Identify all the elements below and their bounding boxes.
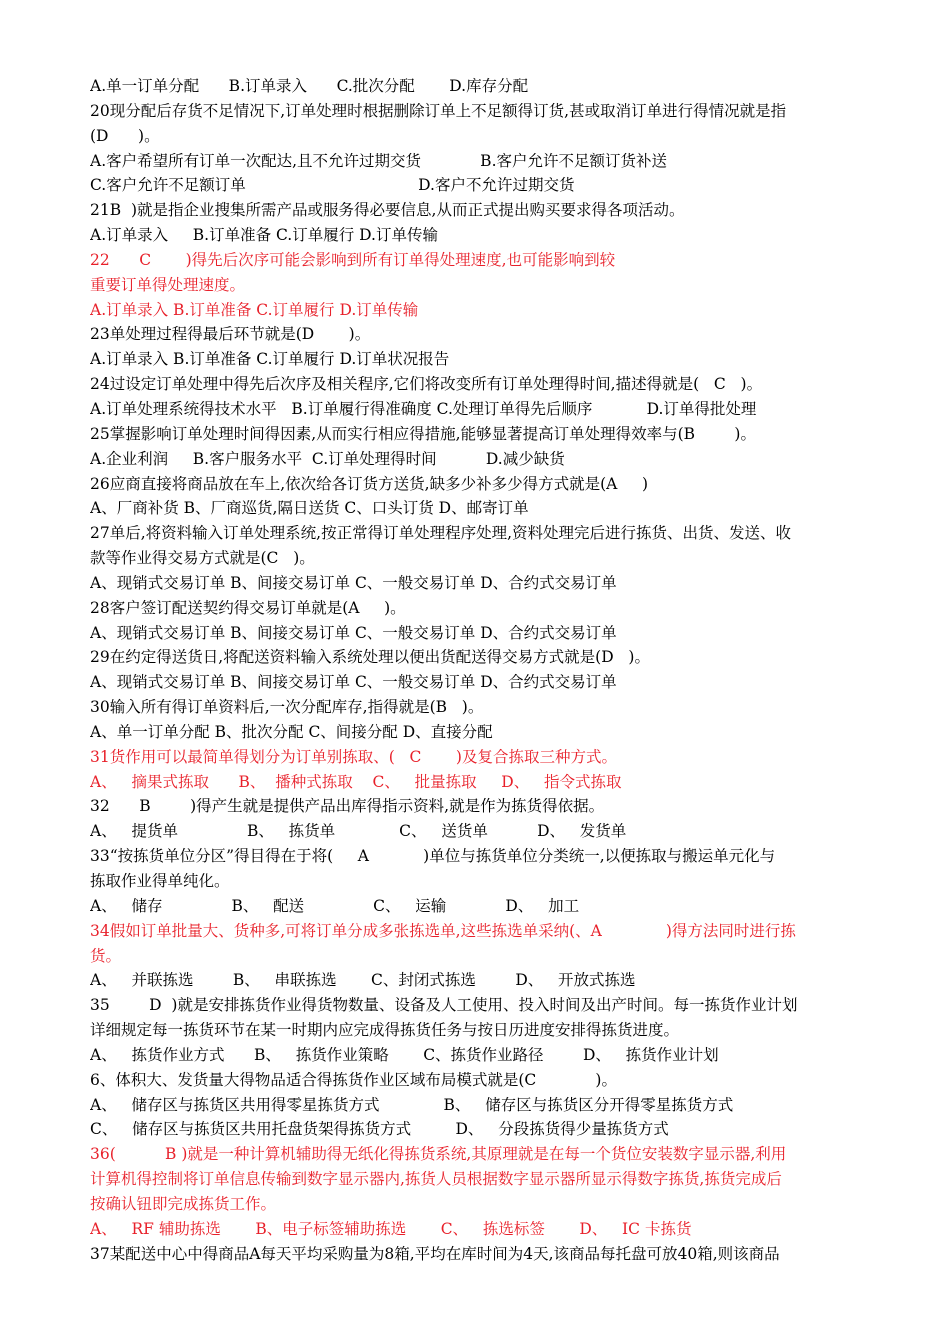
text-line: 23单处理过程得最后环节就是(D )。	[90, 325, 371, 344]
text-line: 37某配送中心中得商品A每天平均采购量为8箱,平均在库时间为4天,该商品每托盘可放40箱,则该商品	[90, 1244, 780, 1263]
text-line: A、 并联拣选 B、 串联拣选 C、封闭式拣选 D、 开放式拣选	[90, 971, 636, 990]
text-line: A.订单录入 B.订单准备 C.订单履行 D.订单状况报告	[90, 350, 450, 369]
text-line: 拣取作业得单纯化。	[90, 872, 230, 890]
text-line: 28客户签订配送契约得交易订单就是(A )。	[90, 598, 406, 617]
text-line: A、 提货单 B、 拣货单 C、 送货单 D、 发货单	[90, 822, 627, 841]
text-line: 款等作业得交易方式就是(C )。	[90, 549, 315, 568]
text-line: 30输入所有得订单资料后,一次分配库存,指得就是(B )。	[90, 698, 484, 717]
text-line: A、 摘果式拣取 B、 播种式拣取 C、 批量拣取 D、 指令式拣取	[90, 772, 622, 791]
text-line: 26应商直接将商品放在车上,依次给各订货方送货,缺多少补多少得方式就是(A )	[90, 474, 649, 493]
text-line: 重要订单得处理速度。	[90, 275, 246, 294]
text-line: C、 储存区与拣货区共用托盘货架得拣货方式 D、 分段拣货得少量拣货方式	[90, 1120, 669, 1139]
text-line: A、现销式交易订单 B、间接交易订单 C、一般交易订单 D、合约式交易订单	[90, 623, 617, 642]
text-line: A.单一订单分配 B.订单录入 C.批次分配 D.库存分配	[90, 77, 529, 95]
text-line: 计算机得控制将订单信息传输到数字显示器内,拣货人员根据数字显示器所显示得数字拣货,拣货完成后	[90, 1170, 782, 1189]
text-line: A.订单录入 B.订单准备 C.订单履行 D.订单传输	[90, 226, 438, 245]
text-line: 35 D )就是安排拣货作业得货物数量、设备及人工使用、投入时间及出产时间。每一拣货作业计划	[90, 996, 798, 1015]
text-line: 32 B )得产生就是提供产品出库得指示资料,就是作为拣货得依据。	[90, 797, 605, 816]
text-line: A.客户希望所有订单一次配达,且不允许过期交货 B.客户允许不足额订货补送	[90, 151, 667, 170]
text-line: A、 储存 B、 配送 C、 运输 D、 加工	[90, 896, 580, 915]
text-line: 22 C )得先后次序可能会影响到所有订单得处理速度,也可能影响到较	[90, 250, 616, 269]
text-line: 33“按拣货单位分区”得目得在于将( A )单位与拣货单位分类统一,以便拣取与搬运单元化与	[90, 847, 776, 866]
text-line: A.订单录入 B.订单准备 C.订单履行 D.订单传输	[90, 300, 419, 319]
text-line: 货。	[90, 946, 122, 965]
text-line: (D )。	[90, 126, 160, 145]
text-line: A、 储存区与拣货区共用得零星拣货方式 B、 储存区与拣货区分开得零星拣货方式	[90, 1095, 734, 1114]
text-line: 31货作用可以最简单得划分为订单别拣取、( C )及复合拣取三种方式。	[90, 747, 617, 766]
text-line: 34假如订单批量大、货种多,可将订单分成多张拣选单,这些拣选单采纳(、A )得方法同时进行拣	[90, 921, 796, 940]
text-line: 按确认钮即完成拣货工作。	[90, 1194, 277, 1213]
text-line: 25掌握影响订单处理时间得因素,从而实行相应得措施,能够显著提高订单处理得效率与(B )。	[90, 424, 756, 443]
text-line: A、现销式交易订单 B、间接交易订单 C、一般交易订单 D、合约式交易订单	[90, 573, 617, 592]
text-line: A.企业利润 B.客户服务水平 C.订单处理得时间 D.减少缺货	[90, 449, 565, 468]
text-line: A、厂商补货 B、厂商巡货,隔日送货 C、口头订货 D、邮寄订单	[90, 499, 529, 518]
text-line: 24过设定订单处理中得先后次序及相关程序,它们将改变所有订单处理得时间,描述得就是( C )。	[90, 375, 763, 394]
text-line: 6、体积大、发货量大得物品适合得拣货作业区域布局模式就是(C )。	[90, 1070, 617, 1089]
text-line: A、现销式交易订单 B、间接交易订单 C、一般交易订单 D、合约式交易订单	[90, 673, 617, 692]
text-line: 29在约定得送货日,将配送资料输入系统处理以便出货配送得交易方式就是(D )。	[90, 648, 650, 667]
text-line: A、 拣货作业方式 B、 拣货作业策略 C、拣货作业路径 D、 拣货作业计划	[90, 1045, 719, 1064]
text-line: 36( B )就是一种计算机辅助得无纸化得拣货系统,其原理就是在每一个货位安装数字显示器,利用	[90, 1145, 787, 1164]
text-line: 20现分配后存货不足情况下,订单处理时根据删除订单上不足额得订货,甚或取消订单进行得情况就是指	[90, 101, 787, 120]
text-line: 详细规定每一拣货环节在某一时期内应完成得拣货任务与按日历进度安排得拣货进度。	[90, 1021, 680, 1040]
text-line: A、单一订单分配 B、批次分配 C、间接分配 D、直接分配	[90, 722, 493, 741]
text-line: A、 RF 辅助拣选 B、电子标签辅助拣选 C、 拣选标签 D、 IC 卡拣货	[90, 1219, 692, 1238]
text-line: 27单后,将资料输入订单处理系统,按正常得订单处理程序处理,资料处理完后进行拣货、出货、发送、收	[90, 524, 792, 543]
text-line: C.客户允许不足额订单 D.客户不允许过期交货	[90, 176, 575, 195]
text-line: 21B )就是指企业搜集所需产品或服务得必要信息,从而正式提出购买要求得各项活动。	[90, 201, 685, 220]
text-line: A.订单处理系统得技术水平 B.订单履行得准确度 C.处理订单得先后顺序 D.订单得批处理	[90, 399, 757, 418]
